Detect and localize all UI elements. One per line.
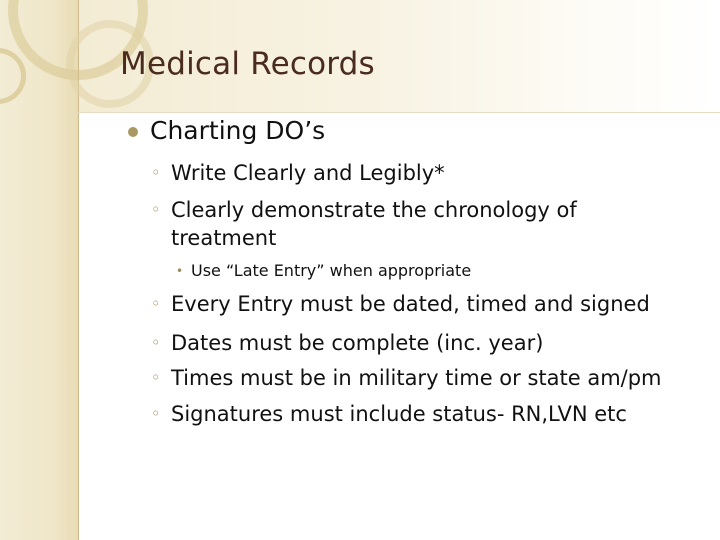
level2-bullet-icon: ◦ [151,200,161,219]
list-item: Times must be in military time or state am/pm [171,366,662,390]
slide-title: Medical Records [120,46,375,82]
level2-bullet-icon: ◦ [151,294,161,313]
level2-bullet-icon: ◦ [151,368,161,387]
list-item-continuation: treatment [171,226,277,250]
list-item: Signatures must include status- RN,LVN etc [171,402,627,426]
level2-bullet-icon: ◦ [151,404,161,423]
list-item: Write Clearly and Legibly* [171,161,445,185]
level1-bullet-icon [128,127,138,137]
level1-heading: Charting DO’s [150,116,326,145]
sub-list-item: Use “Late Entry” when appropriate [191,261,472,280]
list-item: Dates must be complete (inc. year) [171,331,544,355]
list-item: Clearly demonstrate the chronology of [171,198,577,222]
level2-bullet-icon: ◦ [151,333,161,352]
list-item: Every Entry must be dated, timed and signed [171,292,650,316]
level3-bullet-icon: • [176,264,184,278]
level2-bullet-icon: ◦ [151,163,161,182]
